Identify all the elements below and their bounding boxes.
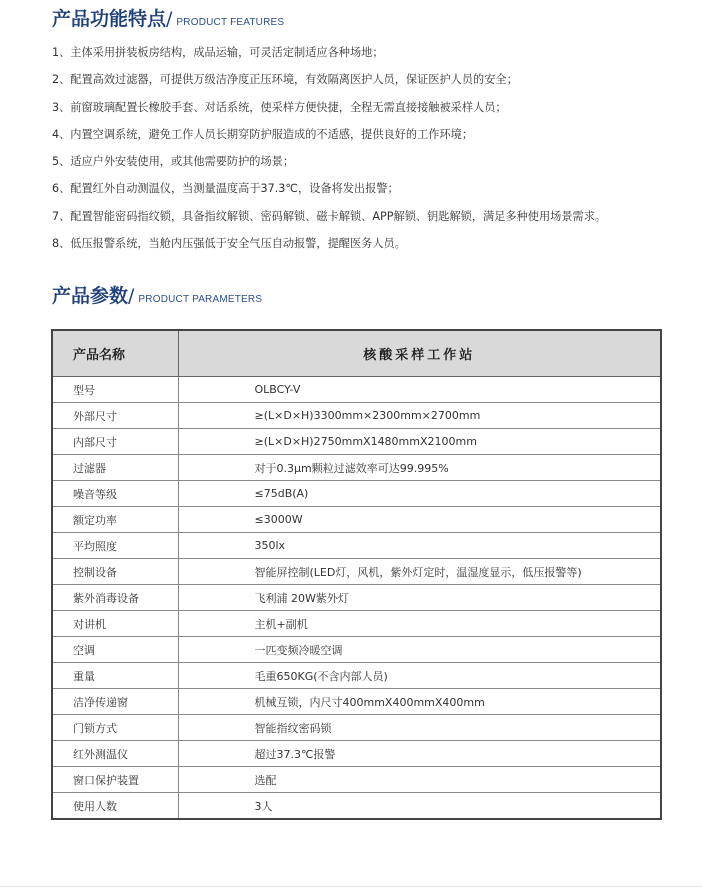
param-label: 额定功率	[52, 507, 178, 533]
param-value: 超过37.3℃报警	[178, 741, 661, 767]
param-value: 毛重650KG(不含内部人员)	[178, 663, 661, 689]
param-value: 选配	[178, 767, 661, 793]
features-subtitle: PRODUCT FEATURES	[176, 17, 285, 28]
feature-item: 6、配置红外自动测温仪，当测量温度高于37.3℃，设备将发出报警；	[52, 182, 399, 196]
table-row	[52, 689, 661, 715]
table-row	[52, 429, 661, 455]
param-label: 控制设备	[52, 559, 178, 585]
features-title-slash: /	[166, 8, 173, 30]
table-row	[52, 715, 661, 741]
param-label: 型号	[52, 377, 178, 403]
param-label: 红外测温仪	[52, 741, 178, 767]
table-row	[52, 793, 661, 820]
table-row	[52, 741, 661, 767]
param-label: 洁净传递窗	[52, 689, 178, 715]
param-label: 重量	[52, 663, 178, 689]
table-row	[52, 507, 661, 533]
param-label: 平均照度	[52, 533, 178, 559]
param-value: ≥(L×D×H)3300mm×2300mm×2700mm	[178, 403, 661, 429]
features-list	[52, 43, 672, 261]
param-value: 3人	[178, 793, 661, 820]
table-row	[52, 533, 661, 559]
params-section-title	[52, 281, 262, 308]
feature-item: 5、适应户外安装使用，或其他需要防护的场景；	[52, 155, 295, 169]
param-value: 智能屏控制(LED灯，风机，紫外灯定时，温湿度显示，低压报警等)	[178, 559, 661, 585]
table-row	[52, 403, 661, 429]
table-row	[52, 481, 661, 507]
param-label: 窗口保护装置	[52, 767, 178, 793]
param-value: 一匹变频冷暖空调	[178, 637, 661, 663]
param-value: 350lx	[178, 533, 661, 559]
param-label: 使用人数	[52, 793, 178, 820]
params-title-slash: /	[128, 285, 135, 307]
table-row	[52, 377, 661, 403]
param-value: ≤75dB(A)	[178, 481, 661, 507]
feature-item: 7、配置智能密码指纹锁，具备指纹解锁、密码解锁、磁卡解锁、APP解锁、钥匙解锁，满足多种使用场景需求。	[52, 209, 607, 223]
param-label: 门锁方式	[52, 715, 178, 741]
param-value: 智能指纹密码锁	[178, 715, 661, 741]
feature-item: 2、配置高效过滤器，可提供万级洁净度正压环境，有效隔离医护人员，保证医护人员的安全；	[52, 73, 518, 87]
param-label: 紫外消毒设备	[52, 585, 178, 611]
param-value: 机械互锁，内尺寸400mmX400mmX400mm	[178, 689, 661, 715]
params-title: 产品参数	[52, 285, 129, 307]
feature-item: 1、主体采用拼装板房结构，成品运输，可灵活定制适应各种场地；	[52, 46, 384, 59]
header-name-label: 产品名称	[52, 330, 178, 377]
table-row	[52, 637, 661, 663]
param-label: 对讲机	[52, 611, 178, 637]
bottom-divider	[0, 886, 702, 887]
table-row	[52, 585, 661, 611]
param-label: 外部尺寸	[52, 403, 178, 429]
param-label: 空调	[52, 637, 178, 663]
feature-item: 4、内置空调系统，避免工作人员长期穿防护服造成的不适感，提供良好的工作环境；	[52, 127, 474, 141]
table-header-row	[52, 330, 661, 377]
features-title: 产品功能特点	[52, 8, 167, 30]
param-label: 过滤器	[52, 455, 178, 481]
param-value: OLBCY-V	[178, 377, 661, 403]
feature-item: 8、低压报警系统，当舱内压强低于安全气压自动报警，提醒医务人员。	[52, 237, 406, 251]
params-subtitle: PRODUCT PARAMETERS	[138, 294, 263, 305]
table-row	[52, 767, 661, 793]
table-row	[52, 611, 661, 637]
param-value: 主机+副机	[178, 611, 661, 637]
param-label: 内部尺寸	[52, 429, 178, 455]
feature-item: 3、前窗玻璃配置长橡胶手套、对话系统，使采样方便快捷，全程无需直接接触被采样人员；	[52, 100, 507, 114]
features-section-title	[52, 4, 284, 31]
param-label: 噪音等级	[52, 481, 178, 507]
param-value: 飞利浦 20W紫外灯	[178, 585, 661, 611]
header-product-name: 核酸采样工作站	[178, 330, 661, 377]
param-value: 对于0.3μm颗粒过滤效率可达99.995%	[178, 455, 661, 481]
param-value: ≤3000W	[178, 507, 661, 533]
param-value: ≥(L×D×H)2750mmX1480mmX2100mm	[178, 429, 661, 455]
table-row	[52, 559, 661, 585]
product-parameters-table	[51, 329, 662, 820]
table-row	[52, 663, 661, 689]
table-row	[52, 455, 661, 481]
